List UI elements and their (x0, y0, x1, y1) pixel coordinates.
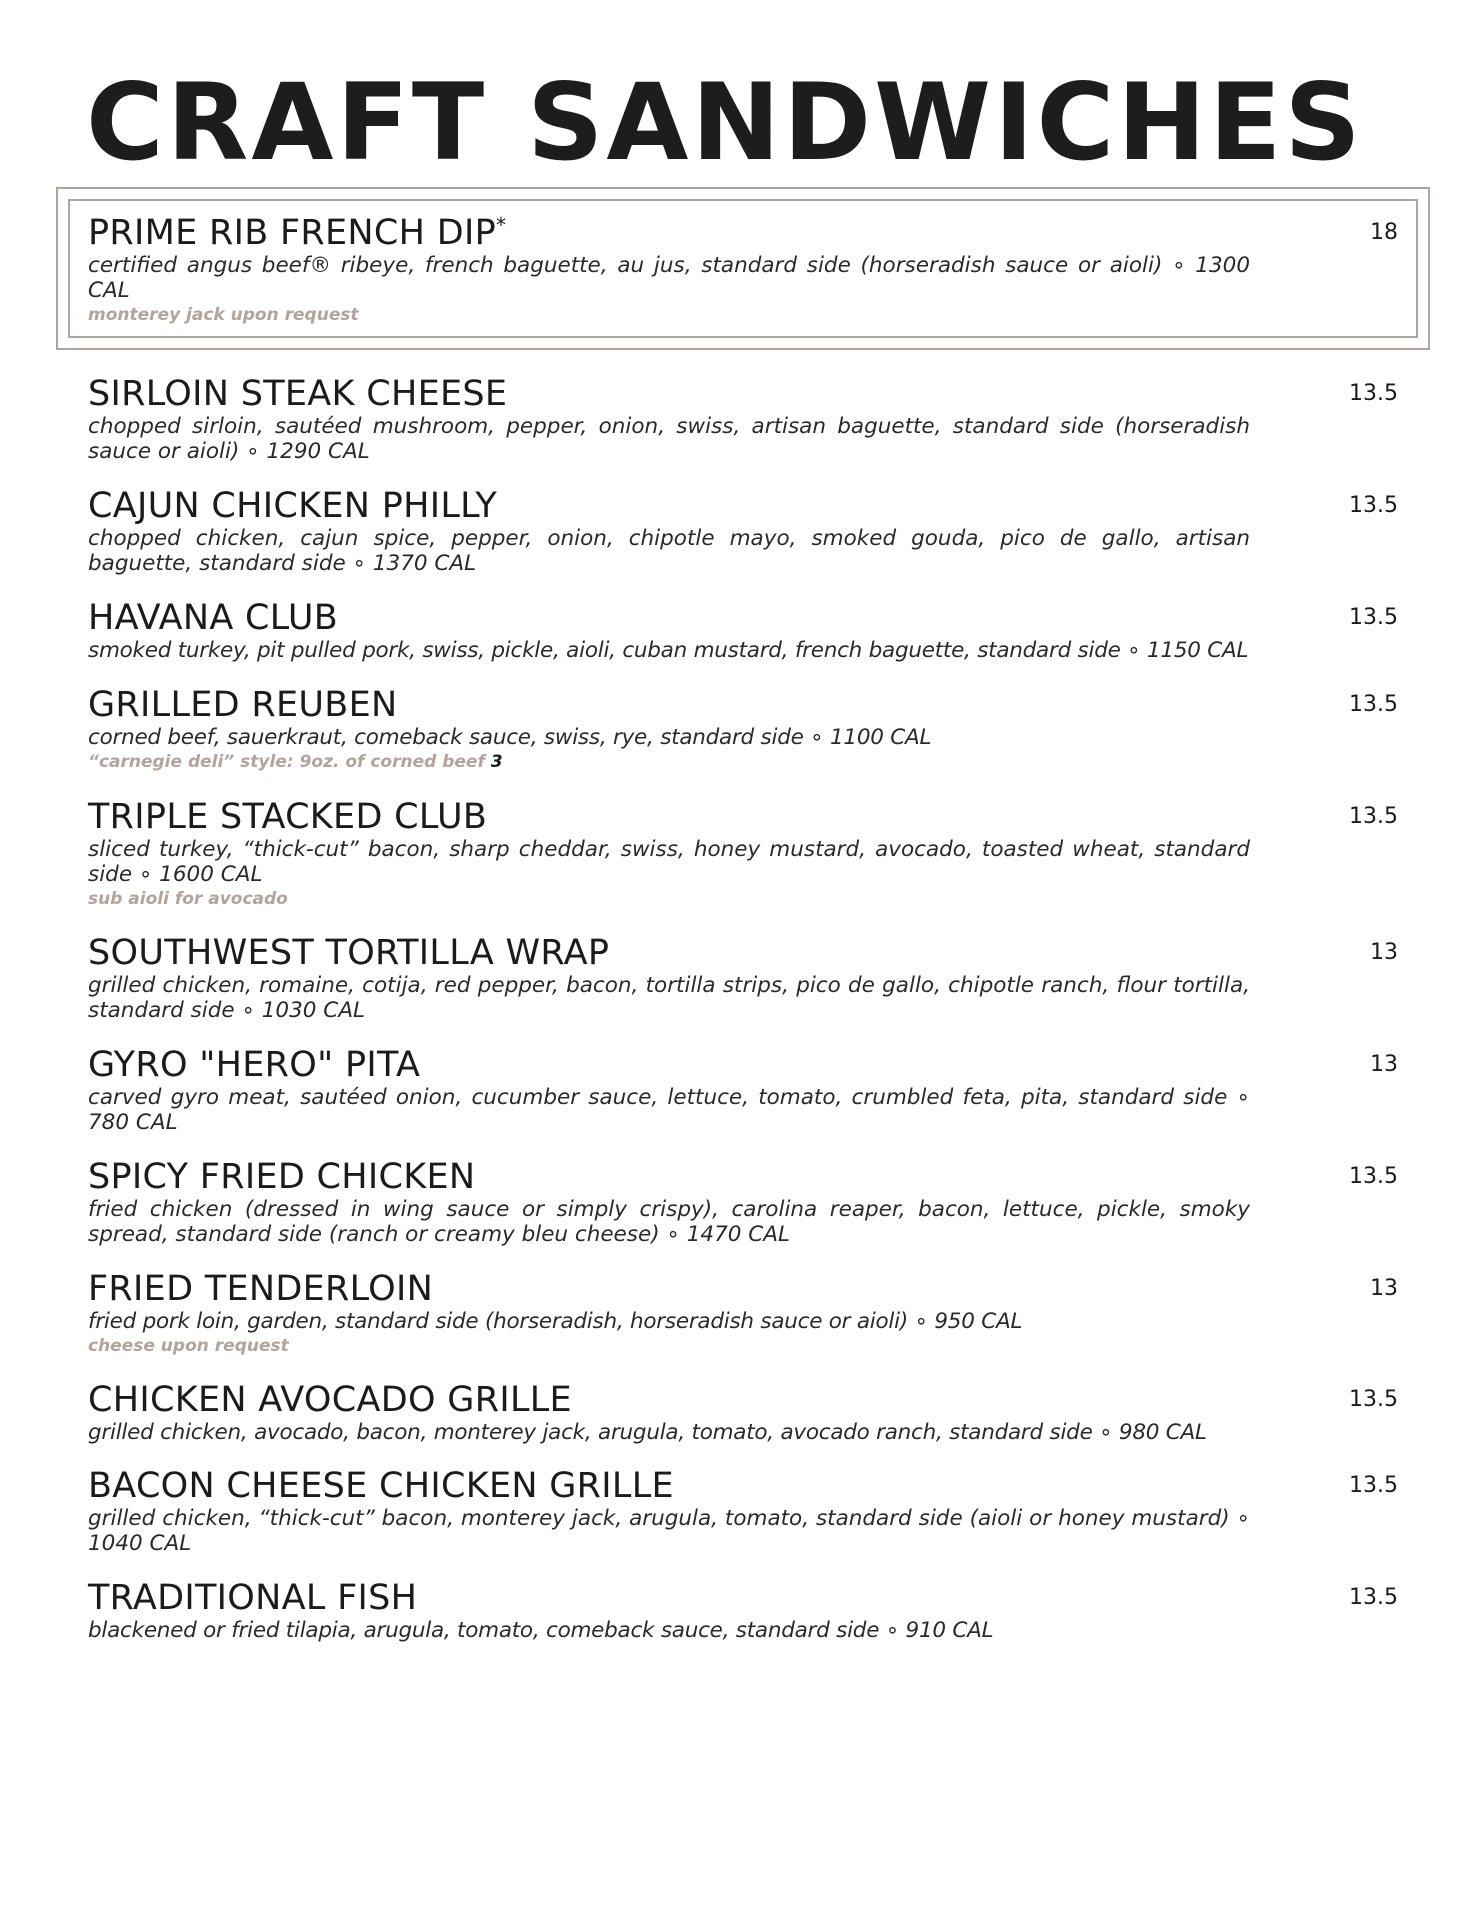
item-price: 13.5 (1349, 1387, 1398, 1412)
item-description: grilled chicken, avocado, bacon, monterey jack, arugula, tomato, avocado ranch, standard side ∘ 980 CAL (88, 1420, 1207, 1445)
item-name: GRILLED REUBEN (88, 685, 398, 725)
item-description: certified angus beef® ribeye, french baguette, au jus, standard side (horseradish sauce or aioli) ∘ 1300 CAL (88, 253, 1250, 303)
menu-item-southwest-tortilla-wrap (88, 933, 1398, 1023)
item-name: CAJUN CHICKEN PHILLY (88, 486, 497, 526)
item-description: carved gyro meat, sautéed onion, cucumber sauce, lettuce, tomato, crumbled feta, pita, standard side ∘ 780 CAL (88, 1085, 1250, 1135)
item-description: grilled chicken, “thick-cut” bacon, monterey jack, arugula, tomato, standard side (aioli or honey mustard) ∘ 1040 CAL (88, 1506, 1250, 1556)
item-description: blackened or fried tilapia, arugula, tomato, comeback sauce, standard side ∘ 910 CAL (88, 1618, 994, 1643)
item-description: corned beef, sauerkraut, comeback sauce, swiss, rye, standard side ∘ 1100 CAL (88, 725, 932, 750)
item-price: 13.5 (1349, 493, 1398, 518)
item-note-addon-price: 3 (490, 752, 503, 772)
item-price: 13.5 (1349, 1585, 1398, 1610)
item-name: BACON CHEESE CHICKEN GRILLE (88, 1466, 674, 1506)
item-price: 13 (1370, 940, 1398, 965)
menu-item-bacon-cheese-chicken-grille (88, 1466, 1398, 1556)
item-description: smoked turkey, pit pulled pork, swiss, pickle, aioli, cuban mustard, french baguette, standard side ∘ 1150 CAL (88, 638, 1249, 663)
item-description: chopped sirloin, sautéed mushroom, pepper, onion, swiss, artisan baguette, standard side (horseradish sauce or aioli) ∘ 1290 CAL (88, 414, 1250, 464)
item-price: 13.5 (1349, 1164, 1398, 1189)
item-price: 13.5 (1349, 804, 1398, 829)
menu-item-triple-stacked-club (88, 797, 1398, 911)
item-price: 13.5 (1349, 605, 1398, 630)
item-name: GYRO "HERO" PITA (88, 1045, 421, 1085)
menu-item-fried-tenderloin (88, 1269, 1398, 1358)
menu-item-sirloin-steak-cheese (88, 374, 1398, 464)
menu-item-chicken-avocado-grille (88, 1380, 1398, 1445)
menu-item-spicy-fried-chicken (88, 1157, 1398, 1247)
item-name: HAVANA CLUB (88, 598, 339, 638)
item-price: 13 (1370, 1052, 1398, 1077)
item-price: 13.5 (1349, 381, 1398, 406)
item-note: cheese upon request (88, 1336, 289, 1356)
item-name: PRIME RIB FRENCH DIP* (88, 213, 507, 253)
menu-item-cajun-chicken-philly (88, 486, 1398, 576)
item-name: TRIPLE STACKED CLUB (88, 797, 488, 837)
item-price: 13.5 (1349, 1473, 1398, 1498)
item-price: 13.5 (1349, 692, 1398, 717)
item-description: sliced turkey, “thick-cut” bacon, sharp cheddar, swiss, honey mustard, avocado, toasted wheat, standard side ∘ 1600 CAL (88, 837, 1250, 887)
item-name: SOUTHWEST TORTILLA WRAP (88, 933, 610, 973)
item-name: SPICY FRIED CHICKEN (88, 1157, 476, 1197)
menu-item-prime-rib-french-dip (88, 213, 1398, 327)
item-description: grilled chicken, romaine, cotija, red pepper, bacon, tortilla strips, pico de gallo, chipotle ranch, flour tortilla, standard side ∘ 1030 CAL (88, 973, 1250, 1023)
item-price: 13 (1370, 1276, 1398, 1301)
item-name: SIRLOIN STEAK CHEESE (88, 374, 508, 414)
item-price: 18 (1370, 220, 1398, 245)
item-name: TRADITIONAL FISH (88, 1578, 418, 1618)
item-name: CHICKEN AVOCADO GRILLE (88, 1380, 572, 1420)
menu-item-traditional-fish (88, 1578, 1398, 1643)
menu-item-gyro-hero-pita (88, 1045, 1398, 1135)
item-note: monterey jack upon request (88, 305, 359, 325)
raw-meat-advisory-mark: * (495, 213, 507, 237)
menu-item-grilled-reuben (88, 685, 1398, 774)
item-description: chopped chicken, cajun spice, pepper, onion, chipotle mayo, smoked gouda, pico de gallo, artisan baguette, standard side ∘ 1370 CAL (88, 526, 1250, 576)
menu-item-havana-club (88, 598, 1398, 663)
page-title: CRAFT SANDWICHES (86, 61, 1364, 184)
item-note: sub aioli for avocado (88, 889, 288, 909)
item-note: “carnegie deli” style: 9oz. of corned beef 3 (88, 752, 503, 772)
item-name: FRIED TENDERLOIN (88, 1269, 434, 1309)
item-description: fried pork loin, garden, standard side (horseradish, horseradish sauce or aioli) ∘ 950 CAL (88, 1309, 1023, 1334)
item-description: fried chicken (dressed in wing sauce or simply crispy), carolina reaper, bacon, lettuce, pickle, smoky spread, standard side (ranch or creamy bleu cheese) ∘ 1470 CAL (88, 1197, 1250, 1247)
